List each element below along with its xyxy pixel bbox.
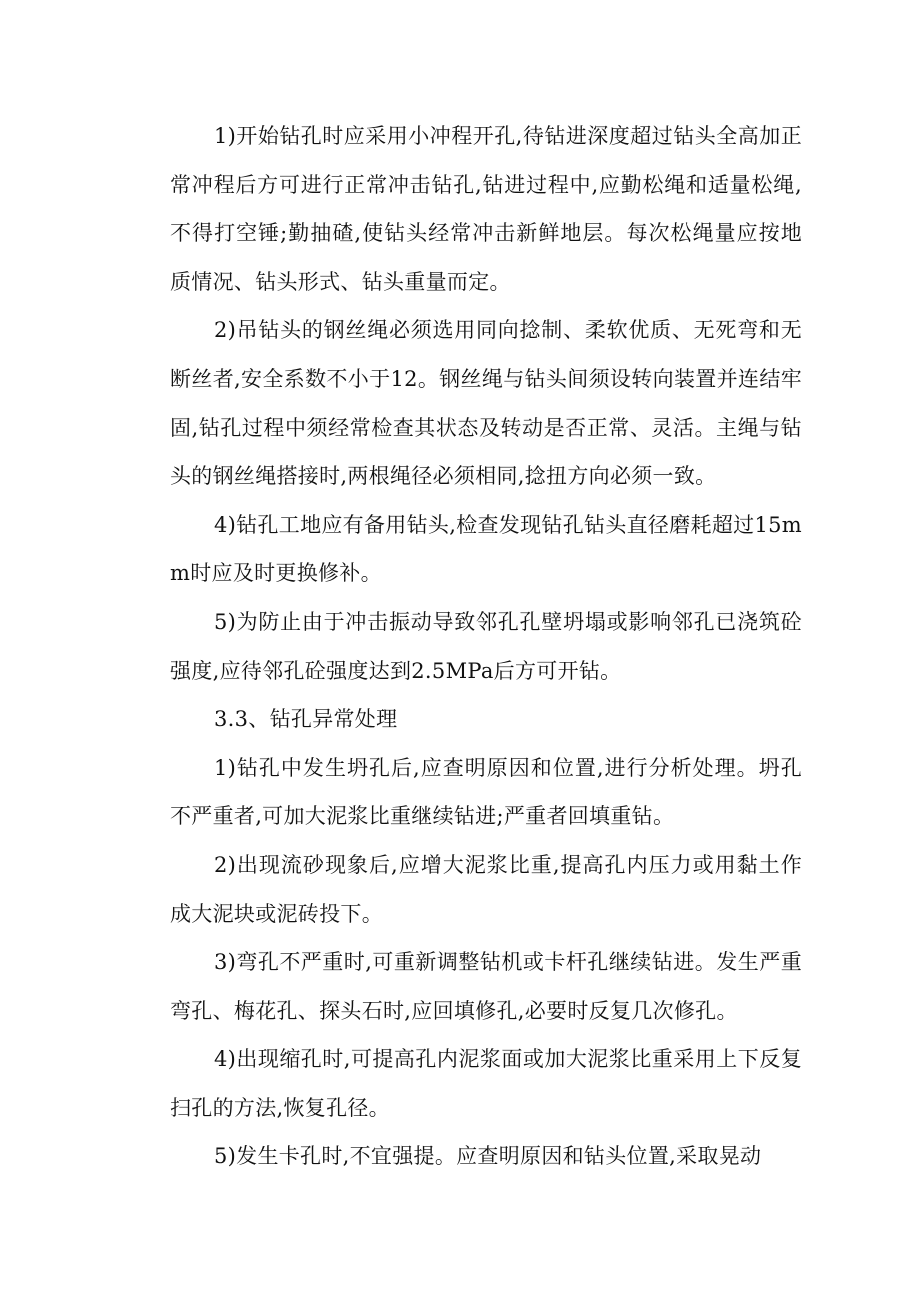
paragraph-wire-rope: 2)吊钻头的钢丝绳必须选用同向捻制、柔软优质、无死弯和无断丝者,安全系数不小于12。钢丝绳与钻头间须设转向装置并连结牢固,钻孔过程中须经常检查其状态及转动是否正常、灵活。主绳与钻头的钢丝绳搭接时,两根绳径必须相同,捻扭方向必须一致。 — [170, 318, 802, 489]
paragraph-shrinkage: 4)出现缩孔时,可提高孔内泥浆面或加大泥浆比重采用上下反复扫孔的方法,恢复孔径。 — [170, 1047, 802, 1120]
paragraph-drilling-start: 1)开始钻孔时应采用小冲程开孔,待钻进深度超过钻头全高加正常冲程后方可进行正常冲击钻孔,钻进过程中,应勤松绳和适量松绳,不得打空锤;勤抽碴,使钻头经常冲击新鲜地层。每次松绳量应按地质情况、钻头形式、钻头重量而定。 — [170, 124, 802, 294]
paragraph-quicksand: 2)出现流砂现象后,应增大泥浆比重,提高孔内压力或用黏土作成大泥块或泥砖投下。 — [170, 852, 802, 926]
document-body — [170, 112, 802, 1181]
paragraph-bent-hole: 3)弯孔不严重时,可重新调整钻机或卡杆孔继续钻进。发生严重弯孔、梅花孔、探头石时,应回填修孔,必要时反复几次修孔。 — [170, 950, 802, 1023]
paragraph-stuck-bit: 5)发生卡孔时,不宜强提。应查明原因和钻头位置,采取晃动 — [214, 1144, 762, 1169]
paragraph-spare-bit: 4)钻孔工地应有备用钻头,检查发现钻孔钻头直径磨耗超过15mm时应及时更换修补。 — [170, 512, 802, 586]
paragraph-adjacent-hole: 5)为防止由于冲击振动导致邻孔孔壁坍塌或影响邻孔已浇筑砼强度,应待邻孔砼强度达到2.5MPa后方可开钻。 — [170, 609, 802, 683]
section-heading: 3.3、钻孔异常处理 — [214, 707, 398, 732]
paragraph-collapse: 1)钻孔中发生坍孔后,应查明原因和位置,进行分析处理。坍孔不严重者,可加大泥浆比重继续钻进;严重者回填重钻。 — [170, 755, 802, 829]
